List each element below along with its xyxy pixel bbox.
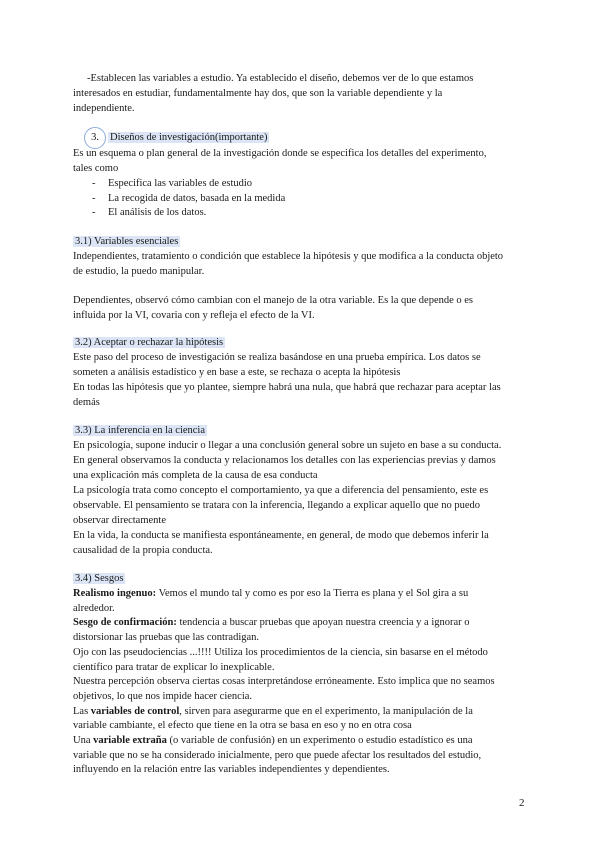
realismo-term: Realismo ingenuo: bbox=[73, 588, 157, 599]
section-3-2-line-4: demás bbox=[73, 397, 100, 408]
percepcion-line-2: objetivos, lo que nos impide hacer ciencia. bbox=[73, 691, 253, 702]
control-pre: Las bbox=[73, 706, 91, 717]
percepcion-line-1: Nuestra percepción observa ciertas cosas interpretándose erróneamente. Esto implica que no seamos bbox=[73, 676, 495, 687]
section-3-1-line-2: de estudio, la puedo manipular. bbox=[73, 266, 205, 277]
bullet-marker: - bbox=[92, 207, 96, 218]
extrana-line bbox=[73, 734, 472, 749]
bullet-marker: - bbox=[92, 193, 96, 204]
section-3-2-line-3: En todas las hipótesis que yo plantee, siempre habrá una nula, que habrá que rechazar para aceptar las bbox=[73, 382, 501, 393]
bullet-item: La recogida de datos, basada en la medida bbox=[108, 193, 286, 204]
confirmacion-text: tendencia a buscar pruebas que apoyan nuestra creencia y a ignorar o bbox=[176, 617, 470, 628]
extrana-pre: Una bbox=[73, 735, 94, 746]
section-3-1-line-4: influida por la VI, covaria con y refleja el efecto de la VI. bbox=[73, 310, 315, 321]
section-3-4-heading bbox=[73, 572, 125, 587]
bullet-marker: - bbox=[92, 178, 96, 189]
section-3-3-line-6: observar directamente bbox=[73, 515, 166, 526]
section-3-2-heading bbox=[73, 336, 225, 351]
section-3-3-line-3: una explicación más completa de la causa de esa conducta bbox=[73, 470, 318, 481]
realismo-line bbox=[73, 587, 468, 602]
realismo-text: Vemos el mundo tal y como es por eso la Tierra es plana y el Sol gira a su bbox=[156, 588, 469, 599]
section-3-1-heading bbox=[73, 235, 180, 250]
pseudociencias-line-1: Ojo con las pseudociencias ...!!!! Utiliza los procedimientos de la ciencia, sin basarse en el método bbox=[73, 647, 488, 658]
extrana-term: variable extraña bbox=[93, 735, 167, 746]
section-3-3-line-1: En psicología, supone inducir o llegar a una conclusión general sobre un sujeto en base a su conducta. bbox=[73, 440, 502, 451]
extrana-text: (o variable de confusión) en un experimento o estudio estadístico es una bbox=[166, 735, 473, 746]
pseudociencias-line-2: científico para tratar de explicar lo inexplicable. bbox=[73, 662, 275, 673]
intro-line-1: -Establecen las variables a estudio. Ya establecido el diseño, debemos ver de lo que estamos bbox=[87, 73, 474, 84]
section-3-3-line-8: causalidad de la propia conducta. bbox=[73, 545, 213, 556]
control-text: , sirven para asegurarme que en el experimento, la manipulación de la bbox=[179, 706, 473, 717]
section-3-1-line-3: Dependientes, observó cómo cambian con el manejo de la otra variable. Es la que depende o es bbox=[73, 295, 474, 306]
section-3-1-line-1: Independientes, tratamiento o condición que establece la hipótesis y que modifica a la conducta objeto bbox=[73, 251, 504, 262]
confirmacion-line bbox=[73, 616, 470, 631]
page-number: 2 bbox=[519, 797, 525, 809]
control-line bbox=[73, 705, 473, 720]
section-3-3-line-7: En la vida, la conducta se manifiesta espontáneamente, en general, de modo que debemos inferir la bbox=[73, 530, 489, 541]
bullet-item: El análisis de los datos. bbox=[108, 207, 207, 218]
section-3-line-1: Es un esquema o plan general de la investigación donde se especifica los detalles del experimento, bbox=[73, 148, 487, 159]
section-3-1-title: 3.1) Variables esenciales bbox=[75, 236, 179, 247]
control-line-2: variable cambiante, el efecto que tiene en la otra se basa en eso y no en otra cosa bbox=[73, 720, 412, 731]
section-number-badge: 3. bbox=[84, 127, 106, 149]
intro-line-2: interesados en estudiar, fundamentalmente hay dos, que son la variable dependiente y la bbox=[73, 88, 443, 99]
confirmacion-line-2: distorsionar las pruebas que las contradigan. bbox=[73, 632, 260, 643]
bullet-item: Especifica las variables de estudio bbox=[108, 178, 253, 189]
section-3-2-line-1: Este paso del proceso de investigación se realiza basándose en una prueba empírica. Los datos se bbox=[73, 352, 481, 363]
realismo-line-2: alrededor. bbox=[73, 603, 115, 614]
extrana-line-2: variable que no se ha considerado inicialmente, pero que puede afectar los resultados del estudio, bbox=[73, 750, 482, 761]
section-3-line-2: tales como bbox=[73, 163, 119, 174]
extrana-line-3: influyendo en la relación entre las variables independientes y dependientes. bbox=[73, 764, 390, 775]
section-3-3-line-5: observable. El pensamiento se tratara con la inferencia, llegando a explicar aquello que no puedo bbox=[73, 500, 480, 511]
section-3-2-title: 3.2) Aceptar o rechazar la hipótesis bbox=[75, 337, 224, 348]
section-3-title: Diseños de investigación(importante) bbox=[110, 132, 268, 144]
control-term: variables de control bbox=[90, 706, 180, 717]
confirmacion-term: Sesgo de confirmación: bbox=[73, 617, 177, 628]
section-3-3-title: 3.3) La inferencia en la ciencia bbox=[75, 425, 206, 436]
section-3-3-line-4: La psicología trata como concepto el comportamiento, ya que a diferencia del pensamiento, este es bbox=[73, 485, 489, 496]
intro-line-3: independiente. bbox=[73, 103, 135, 114]
section-3-2-line-2: someten a análisis estadístico y en base a este, se rechaza o acepta la hipótesis bbox=[73, 367, 401, 378]
section-3-3-heading bbox=[73, 424, 207, 439]
section-3-3-line-2: En general observamos la conducta y relacionamos los detalles con las experiencias previas y damos bbox=[73, 455, 496, 466]
section-3-4-title: 3.4) Sesgos bbox=[75, 573, 124, 584]
